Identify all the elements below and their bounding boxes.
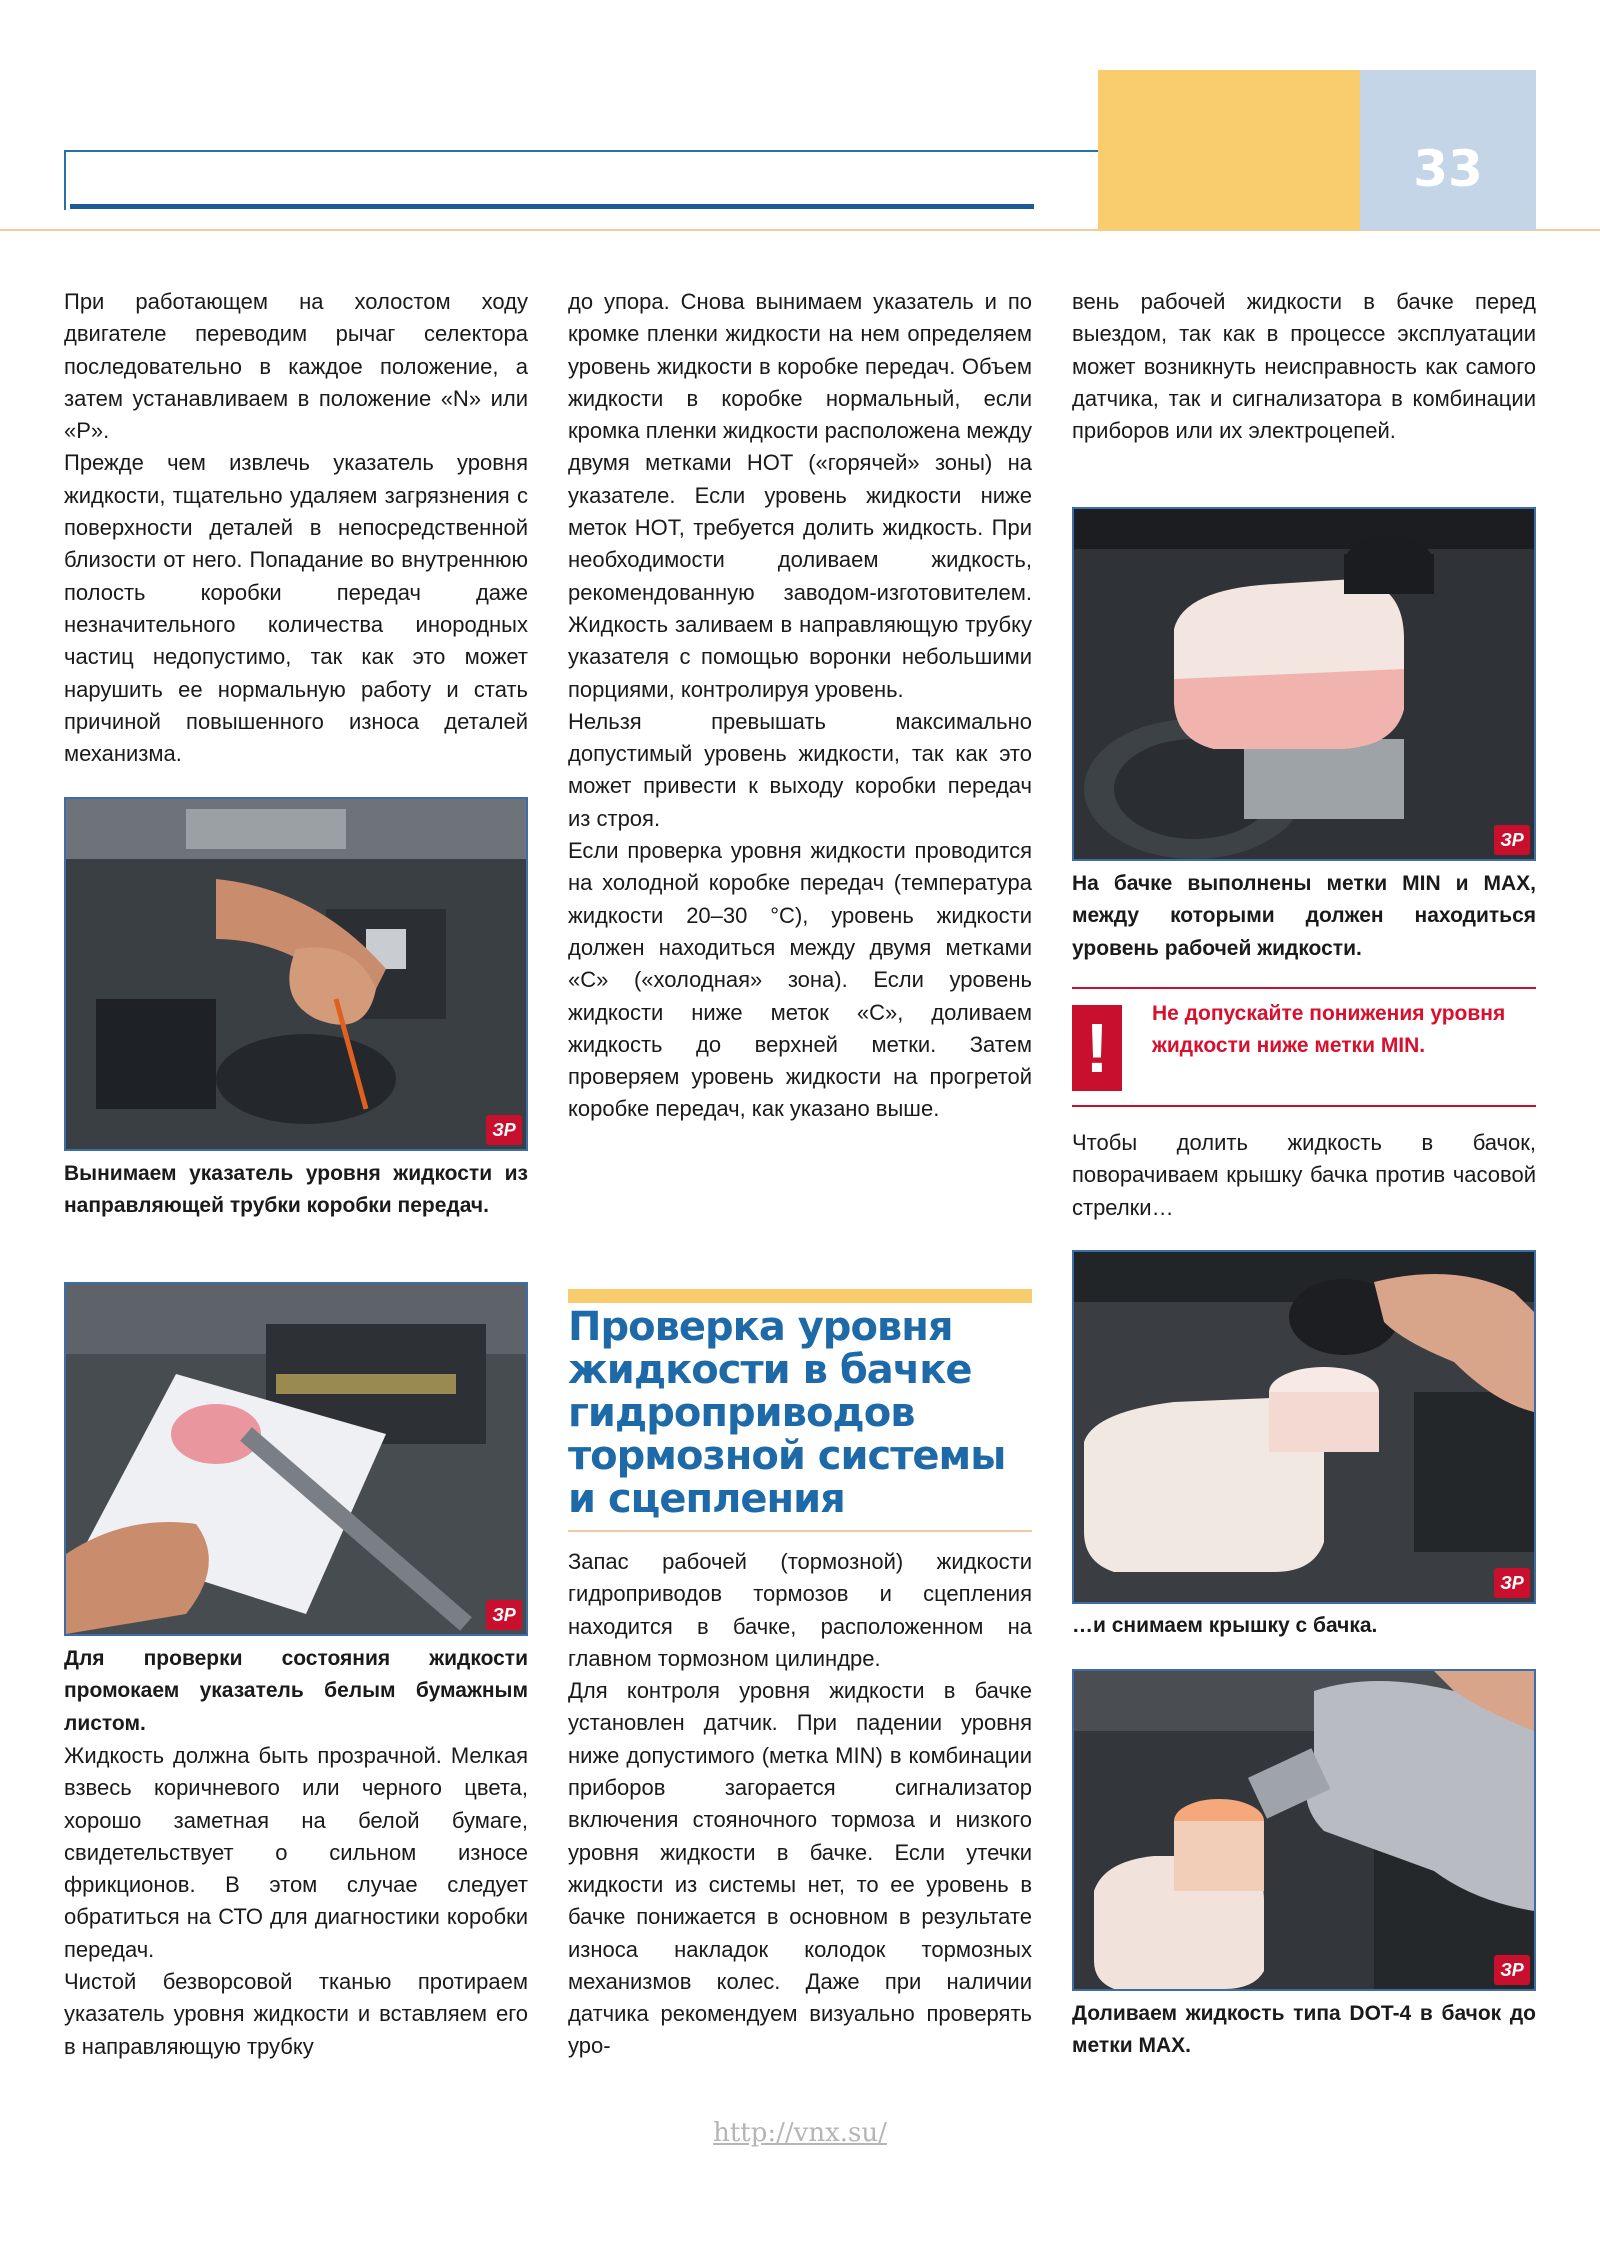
- paragraph: При работающем на холостом ходу двигателе переводим рычаг селектора последовательно в каждое положение, а затем устанавливаем в положение «N» или «P».: [64, 289, 528, 444]
- section-heading-rule: [568, 1530, 1032, 1532]
- engine-photo-illustration: [66, 799, 526, 1149]
- photo-remove-cap: [1072, 1250, 1536, 1604]
- photo-brake-reservoir: [1072, 507, 1536, 861]
- warning-rule-top: [1072, 987, 1536, 989]
- paragraph: вень рабочей жидкости в бачке перед выездом, так как в процессе эксплуатации может возникнуть неисправность как самого датчика, так и сигнализатора в комбинации приборов или их электроцепей.: [1072, 289, 1536, 444]
- photo-caption: …и снимаем крышку с бачка.: [1072, 1614, 1378, 1637]
- paragraph: Прежде чем извлечь указатель уровня жидкости, тщательно удаляем загрязнения с поверхности деталей в непосредственной близости от него. Попадание во внутреннюю полость коробки передач даже незначительного количества инородных частиц недопустимо, так как это может нарушить ее нормальную работу и стать причиной повышенного износа деталей механизма.: [64, 450, 528, 767]
- section-heading-bar: [568, 1289, 1032, 1303]
- remove-cap-illustration: [1074, 1252, 1534, 1602]
- paragraph: Чтобы долить жидкость в бачок, поворачиваем крышку бачка против часовой стрелки…: [1072, 1130, 1536, 1220]
- paragraph: Жидкость должна быть прозрачной. Мелкая взвесь коричневого или черного цвета, хорошо заметная на белой бумаге, свидетельствует о сильном износе фрикционов. В этом случае следует обратиться на СТО для диагностики коробки передач.: [64, 1743, 528, 1962]
- heading-line: и сцепления: [568, 1476, 845, 1522]
- heading-line: Проверка уровня: [568, 1304, 953, 1350]
- heading-line: жидкости в бачке: [568, 1347, 972, 1393]
- publisher-badge: ЗР: [1494, 825, 1530, 855]
- publisher-badge: ЗР: [1494, 1955, 1530, 1985]
- page-number: 33: [1413, 140, 1483, 198]
- footer-url[interactable]: http://vnx.su/: [713, 2118, 887, 2148]
- col2-text-top: [568, 286, 1032, 1126]
- paragraph: до упора. Снова вынимаем указатель и по кромке пленки жидкости на нем определяем уровень жидкости в коробке передач. Объем жидкости в коробке нормальный, если кромка пленки жидкости расположена между двумя метками HOT («горячей» зоны) на указателе. Если уровень жидкости ниже меток HOT, требуется долить жидкость. При необходимости доливаем жидкость, рекомендованную заводом-изготовителем. Жидкость заливаем в направляющую трубку указателя с помощью воронки небольшими порциями, контролируя уровень.: [568, 289, 1032, 702]
- header-frame-left: [64, 150, 66, 210]
- photo-caption: Для проверки состояния жидкости промокаем указатель белым бумажным листом.: [64, 1647, 528, 1735]
- col1-text-bottom: [64, 1740, 528, 2063]
- top-up-illustration: [1074, 1671, 1534, 1989]
- publisher-badge: ЗР: [1494, 1568, 1530, 1598]
- warning-icon: !: [1072, 1005, 1122, 1091]
- photo-caption: Вынимаем указатель уровня жидкости из направляющей трубки коробки передач.: [64, 1162, 528, 1218]
- paragraph: Нельзя превышать максимально допустимый уровень жидкости, так как это может привести к выходу коробки передач из строя.: [568, 708, 1032, 831]
- col3-text-top: [1072, 286, 1536, 447]
- dipstick-paper-illustration: [66, 1284, 526, 1634]
- col3-text-middle: [1072, 1127, 1536, 1224]
- photo-dipstick-paper: [64, 1282, 528, 1636]
- section-heading: [568, 1306, 1032, 1521]
- heading-line: тормозной системы: [568, 1433, 1006, 1479]
- warning-text: Не допускайте понижения уровня жидкости ниже метки MIN.: [1152, 1002, 1506, 1058]
- col1-text-top: [64, 286, 528, 770]
- photo-top-up-fluid: [1072, 1669, 1536, 1991]
- publisher-badge: ЗР: [486, 1115, 522, 1145]
- paragraph: Запас рабочей (тормозной) жидкости гидроприводов тормозов и сцепления находится в бачке, расположенном на главном тормозном цилиндре.: [568, 1549, 1032, 1671]
- photo-caption: Доливаем жидкость типа DOT-4 в бачок до метки MAX.: [1072, 2002, 1536, 2058]
- paragraph: Для контроля уровня жидкости в бачке установлен датчик. При падении уровня ниже допустимого (метка MIN) в комбинации приборов загорается сигнализатор включения стояночного тормоза и низкого уровня жидкости в бачке. Если утечки жидкости из системы нет, то ее уровень в бачке понижается в основном в результате износа накладок колодок тормозных механизмов колес. Даже при наличии датчика рекомендуем визуально проверять уро-: [568, 1678, 1032, 2059]
- paragraph: Если проверка уровня жидкости проводится на холодной коробке передач (температура жидкости 20–30 °C), уровень жидкости должен находиться между двумя метками «С» («холодная» зона). Если уровень жидкости ниже меток «С», доливаем жидкость до верхней метки. Затем проверяем уровень жидкости на прогретой коробке передач, как указано выше.: [568, 838, 1032, 1122]
- paragraph: Чистой безворсовой тканью протираем указатель уровня жидкости и вставляем его в направляющую трубку: [64, 1969, 528, 2059]
- warning-rule-bottom: [1072, 1105, 1536, 1107]
- publisher-badge: ЗР: [486, 1600, 522, 1630]
- header-frame-bottom: [70, 204, 1034, 209]
- reservoir-photo-illustration: [1074, 509, 1534, 859]
- photo-caption: На бачке выполнены метки MIN и MAX, между которыми должен находиться уровень рабочей жидкости.: [1072, 872, 1536, 960]
- heading-line: гидроприводов: [568, 1390, 915, 1436]
- col2-text-bottom: [568, 1546, 1032, 2063]
- photo-dipstick-removal: [64, 797, 528, 1151]
- header-yellow-block: [1098, 70, 1360, 230]
